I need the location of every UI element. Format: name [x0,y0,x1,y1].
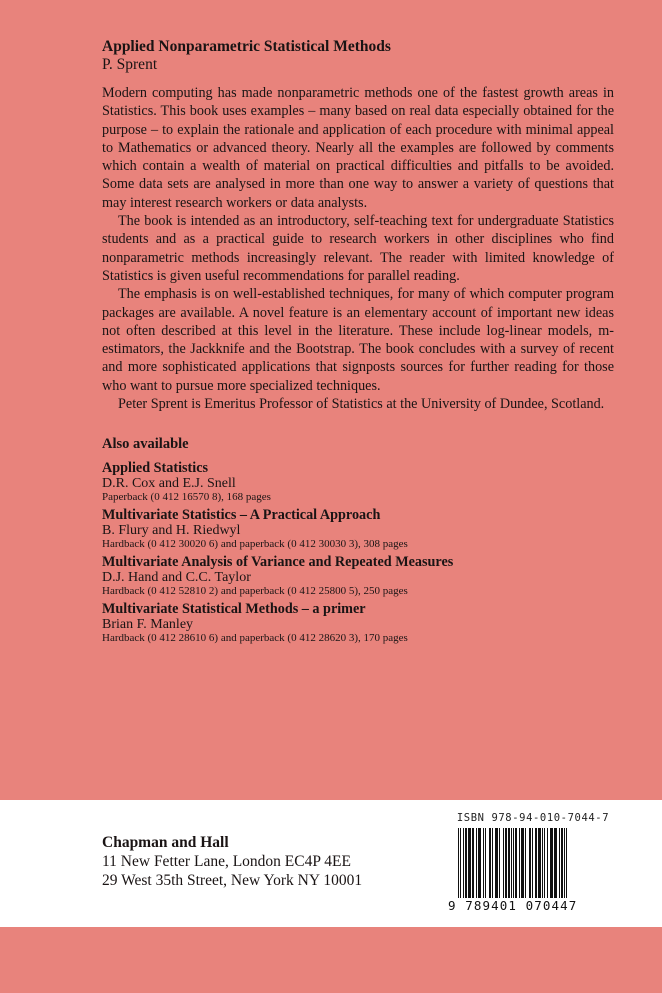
book-title: Applied Nonparametric Statistical Methods [102,38,391,55]
publisher-address-london: 11 New Fetter Lane, London EC4P 4EE [102,853,351,870]
related-book-detail: Hardback (0 412 30020 6) and paperback (0 412 30030 3), 308 pages [102,538,408,551]
related-book-title: Multivariate Statistical Methods – a primer [102,601,366,618]
barcode-bars-icon [448,828,618,898]
cover-footer [0,927,662,993]
related-book-title: Applied Statistics [102,460,209,477]
blurb-paragraph: The book is intended as an introductory, self-teaching text for undergraduate Statistics students and as a practical guide to research workers in other disciplines who find nonparametric methods increasingly relevant. The reader with limited knowledge of Statistics is given useful recommendations for parallel reading. [102,213,614,284]
related-book-authors: B. Flury and H. Riedwyl [102,523,241,539]
related-book [102,507,614,551]
blurb [102,84,614,413]
blurb-paragraph: Modern computing has made nonparametric methods one of the fastest growth areas in Statistics. This book uses examples – many based on real data especially obtained for the purpose – to explain the rationale and application of each procedure with minimal appeal to Mathematics or advanced theory. Nearly all the examples are followed by comments which contain a wealth of material on practical difficulties and pitfalls to be avoided. Some data sets are analysed in more than one way to answer a variety of questions that may interest research workers or data analysts. [102,85,614,211]
related-book [102,554,614,598]
publisher-name: Chapman and Hall [102,834,229,851]
author-bio: Peter Sprent is Emeritus Professor of Statistics at the University of Dundee, Scotland. [118,396,605,413]
publisher-address-new-york: 29 West 35th Street, New York NY 10001 [102,872,363,889]
book-author: P. Sprent [102,56,158,73]
related-book-authors: Brian F. Manley [102,617,194,633]
related-book-authors: D.J. Hand and C.C. Taylor [102,570,251,586]
also-available-heading: Also available [102,436,189,453]
publisher-block [102,833,422,890]
related-book [102,460,614,504]
blurb-paragraph: The emphasis is on well-established techniques, for many of which computer program packages are available. A novel feature is an elementary account of important new ideas not often described at this level in the literature. These include log-linear models, m-estimators, the Jackknife and the Bootstrap. The book concludes with a survey of recent and more sophisticated applications that signposts sources for further reading for those who want to pursue more specialized techniques. [102,286,614,394]
back-cover-content [102,38,614,648]
related-book-detail: Paperback (0 412 16570 8), 168 pages [102,491,271,504]
related-book-title: Multivariate Analysis of Variance and Repeated Measures [102,554,454,571]
related-book [102,601,614,645]
also-available-section [102,435,614,645]
related-book-detail: Hardback (0 412 28610 6) and paperback (0 412 28620 3), 170 pages [102,632,408,645]
related-book-detail: Hardback (0 412 52810 2) and paperback (0 412 25800 5), 250 pages [102,585,408,598]
isbn-label: ISBN 978-94-010-7044-7 [456,812,610,824]
related-book-authors: D.R. Cox and E.J. Snell [102,476,236,492]
isbn-barcode [448,812,618,912]
barcode-bar [566,828,567,898]
related-book-title: Multivariate Statistics – A Practical Approach [102,507,381,524]
barcode-digits: 9 789401 070447 [448,898,578,913]
